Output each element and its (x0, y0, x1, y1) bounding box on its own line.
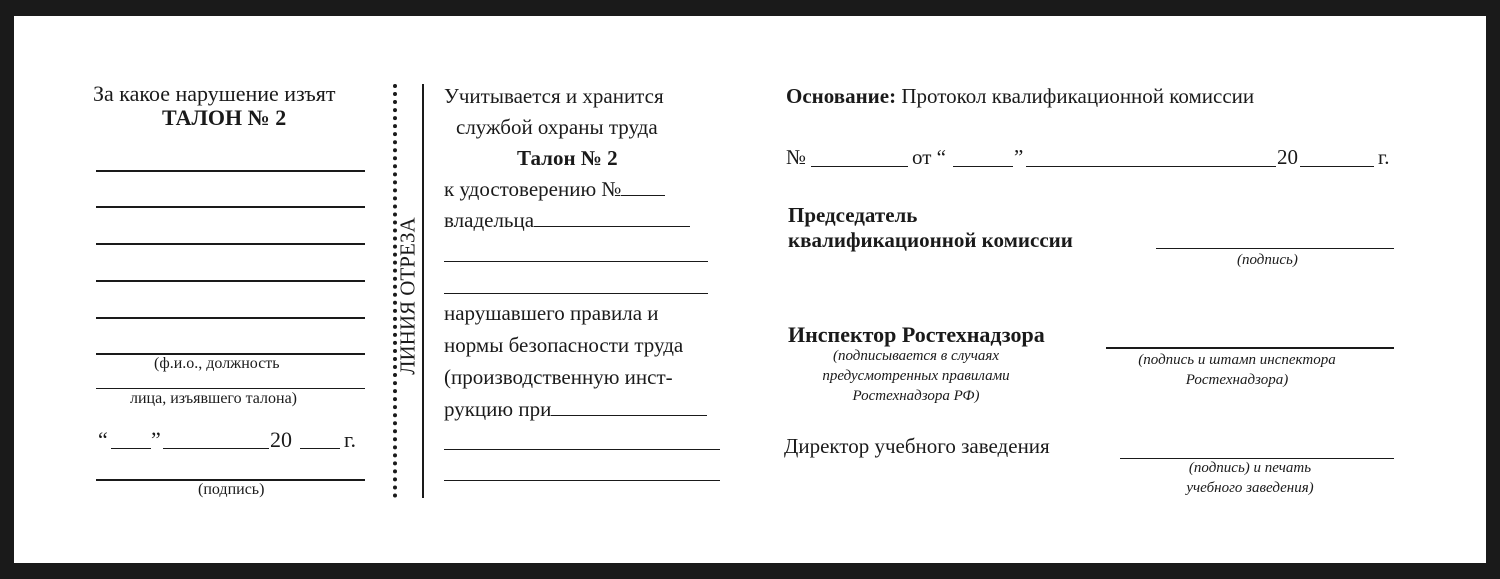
date-day-blank (111, 448, 151, 449)
date-year-blank (300, 448, 340, 449)
caption-person: лица, изъявшего талона) (130, 390, 297, 407)
violation-line3: (производственную инст- (444, 365, 673, 389)
date-month-blank (163, 448, 269, 449)
middle-title: Талон № 2 (517, 146, 618, 170)
inspector-note-line3: Ростехнадзора РФ) (852, 388, 980, 404)
protocol-number-blank (811, 166, 908, 167)
chairman-caption: (подпись) (1237, 252, 1298, 268)
chairman-label-line2: квалификационной комиссии (788, 228, 1073, 252)
director-caption-line1: (подпись) и печать (1188, 460, 1312, 476)
left-line-3 (96, 243, 365, 245)
protocol-year-blank (1300, 166, 1374, 167)
violation-line4 (444, 397, 707, 421)
basis-line (786, 84, 1254, 108)
owner-label-text: владельца (444, 208, 535, 232)
left-line-4 (96, 280, 365, 282)
certificate-label-text: к удостоверению № (444, 177, 622, 201)
date-year: 20 (270, 427, 292, 452)
date-suffix: г. (344, 427, 357, 452)
protocol-number-sign: № (786, 145, 807, 169)
chairman-signature-line (1156, 248, 1394, 249)
middle-line-blank-3 (444, 449, 720, 450)
date-close-quote: ” (151, 427, 161, 452)
owner-name-blank (534, 208, 690, 227)
protocol-year: 20 (1277, 145, 1298, 169)
caption-signature: (подпись) (198, 481, 265, 498)
cut-line-label: ЛИНИЯ ОТРЕЗА (395, 217, 420, 375)
owner-label (444, 208, 690, 232)
left-line-1 (96, 170, 365, 172)
middle-line-blank-1 (444, 261, 708, 262)
certificate-label (444, 177, 665, 201)
protocol-day-blank (953, 166, 1013, 167)
left-title-line1: За какое нарушение изъят (93, 81, 336, 106)
inspector-note-line2: предусмотренных правилами (822, 368, 1010, 384)
director-label: Директор учебного заведения (784, 434, 1050, 458)
protocol-year-suffix: г. (1378, 145, 1390, 169)
inspector-label: Инспектор Ростехнадзора (788, 322, 1045, 347)
instruction-blank (551, 397, 707, 416)
inspector-caption-line2: Ростехнадзора) (1185, 372, 1289, 388)
basis-text: Протокол квалификационной комиссии (901, 84, 1255, 108)
cut-line-solid (422, 84, 424, 498)
middle-line-blank-4 (444, 480, 720, 481)
middle-line-blank-2 (444, 293, 708, 294)
left-line-2 (96, 206, 365, 208)
chairman-label-line1: Председатель (788, 203, 918, 227)
violation-line1: нарушавшего правила и (444, 301, 659, 325)
date-open-quote: “ (98, 427, 108, 452)
protocol-close-quote: ” (1014, 145, 1024, 169)
protocol-from-label: от “ (912, 145, 946, 169)
middle-line2: службой охраны труда (456, 115, 658, 139)
protocol-month-blank (1026, 166, 1276, 167)
left-line-5 (96, 317, 365, 319)
certificate-number-blank (621, 177, 665, 196)
left-title-coupon: ТАЛОН № 2 (162, 105, 287, 130)
middle-line1: Учитывается и хранится (444, 84, 664, 108)
inspector-caption-line1: (подпись и штамп инспектора (1138, 352, 1336, 368)
basis-label: Основание: (786, 84, 897, 108)
inspector-note-line1: (подписывается в случаях (833, 348, 999, 364)
caption-fio: (ф.и.о., должность (154, 355, 280, 372)
violation-line2: нормы безопасности труда (444, 333, 684, 357)
director-signature-line (1120, 458, 1394, 459)
left-line-7 (96, 388, 365, 389)
violation-line4-text: рукцию при (444, 397, 552, 421)
inspector-signature-line (1106, 347, 1394, 349)
director-caption-line2: учебного заведения) (1186, 480, 1314, 496)
